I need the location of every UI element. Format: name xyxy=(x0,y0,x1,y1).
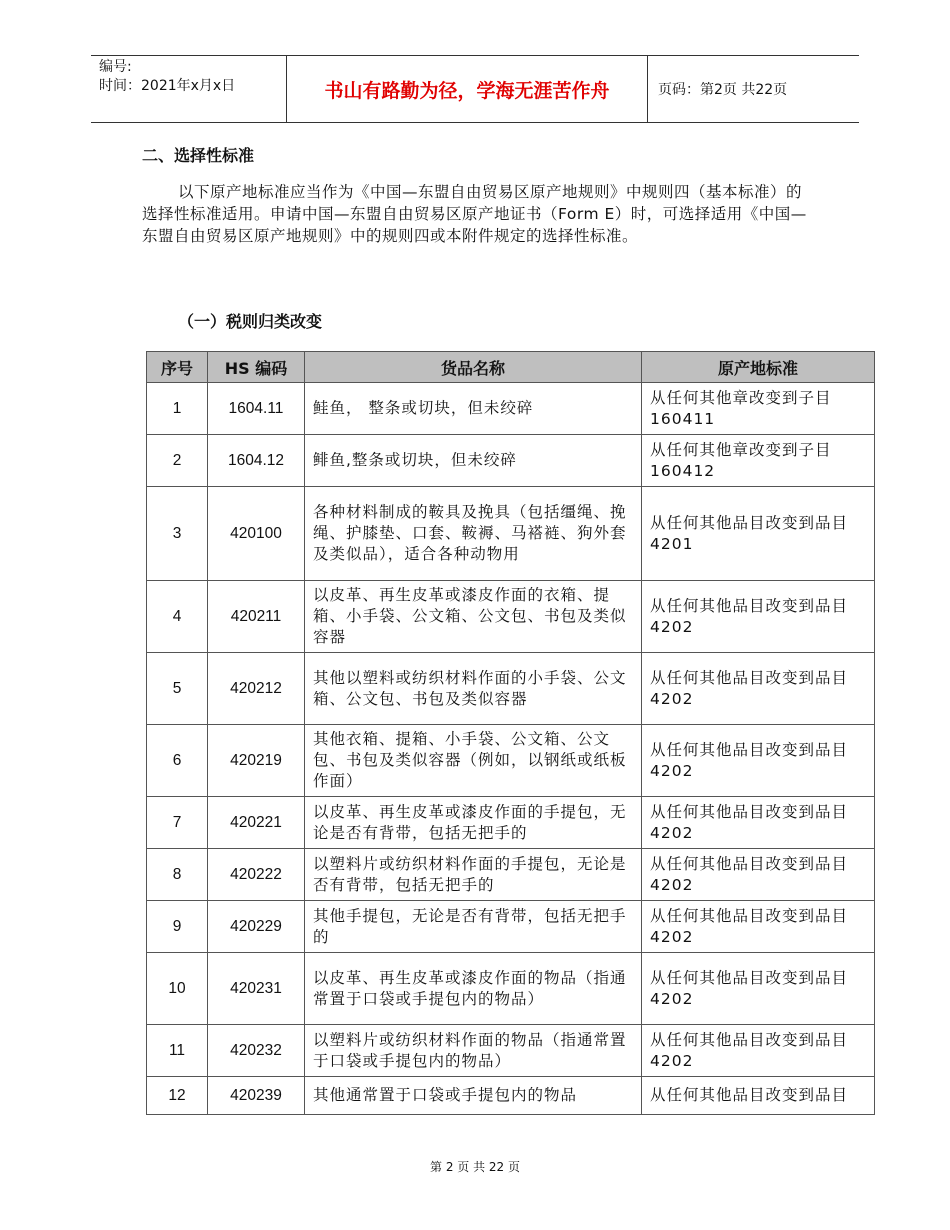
cell-rule: 从任何其他品目改变到品目4202 xyxy=(642,797,875,849)
cell-no: 4 xyxy=(147,581,208,653)
cell-rule: 从任何其他品目改变到品目4202 xyxy=(642,953,875,1025)
cell-no: 9 xyxy=(147,901,208,953)
table-row xyxy=(147,1025,875,1077)
header-name: 货品名称 xyxy=(305,352,642,383)
cell-name: 其他手提包，无论是否有背带，包括无把手的 xyxy=(305,901,642,953)
cell-hs: 1604.11 xyxy=(208,383,305,435)
table-row xyxy=(147,797,875,849)
cell-hs: 1604.12 xyxy=(208,435,305,487)
header-meta xyxy=(99,58,235,96)
cell-no: 2 xyxy=(147,435,208,487)
cell-no: 10 xyxy=(147,953,208,1025)
table-row xyxy=(147,849,875,901)
subsection-title: （一）税则归类改变 xyxy=(178,312,323,331)
section-title: 二、选择性标准 xyxy=(142,146,255,165)
hs-table xyxy=(146,351,875,1115)
cell-hs: 420222 xyxy=(208,849,305,901)
cell-name: 鲱鱼,整条或切块，但未绞碎 xyxy=(305,435,642,487)
cell-hs: 420221 xyxy=(208,797,305,849)
cell-rule: 从任何其他品目改变到品目4202 xyxy=(642,1025,875,1077)
header-no: 序号 xyxy=(147,352,208,383)
cell-name: 其他通常置于口袋或手提包内的物品 xyxy=(305,1077,642,1115)
cell-rule: 从任何其他品目改变到品目4202 xyxy=(642,901,875,953)
cell-hs: 420232 xyxy=(208,1025,305,1077)
time-label: 时间：2021年x月x日 xyxy=(99,78,236,94)
intro-paragraph: 以下原产地标准应当作为《中国—东盟自由贸易区原产地规则》中规则四（基本标准）的选择性标准适用。申请中国—东盟自由贸易区原产地证书（Form E）时，可选择适用《中国—东盟自由贸易区原产地规则》中的规则四或本附件规定的选择性标准。 xyxy=(142,183,807,245)
cell-rule: 从任何其他章改变到子目160412 xyxy=(642,435,875,487)
cell-name: 其他衣箱、提箱、小手袋、公文箱、公文包、书包及类似容器（例如，以钢纸或纸板作面） xyxy=(305,725,642,797)
header-page-info: 页码：第2页 共22页 xyxy=(658,82,788,98)
cell-name: 以塑料片或纺织材料作面的物品（指通常置于口袋或手提包内的物品） xyxy=(305,1025,642,1077)
table-row xyxy=(147,1077,875,1115)
cell-rule: 从任何其他品目改变到品目4201 xyxy=(642,487,875,581)
cell-name: 以皮革、再生皮革或漆皮作面的物品（指通常置于口袋或手提包内的物品） xyxy=(305,953,642,1025)
cell-name: 其他以塑料或纺织材料作面的小手袋、公文箱、公文包、书包及类似容器 xyxy=(305,653,642,725)
cell-no: 3 xyxy=(147,487,208,581)
table-row xyxy=(147,581,875,653)
cell-no: 8 xyxy=(147,849,208,901)
cell-rule: 从任何其他品目改变到品目4202 xyxy=(642,849,875,901)
cell-rule: 从任何其他章改变到子目160411 xyxy=(642,383,875,435)
cell-no: 11 xyxy=(147,1025,208,1077)
cell-no: 1 xyxy=(147,383,208,435)
cell-hs: 420231 xyxy=(208,953,305,1025)
header-rule: 原产地标准 xyxy=(642,352,875,383)
cell-no: 12 xyxy=(147,1077,208,1115)
cell-name: 以皮革、再生皮革或漆皮作面的手提包，无论是否有背带，包括无把手的 xyxy=(305,797,642,849)
cell-no: 6 xyxy=(147,725,208,797)
cell-rule: 从任何其他品目改变到品目 xyxy=(642,1077,875,1115)
table-row xyxy=(147,383,875,435)
table-row xyxy=(147,725,875,797)
cell-no: 5 xyxy=(147,653,208,725)
table-row xyxy=(147,435,875,487)
table-row xyxy=(147,953,875,1025)
page-footer: 第 2 页 共 22 页 xyxy=(430,1160,520,1174)
table-row xyxy=(147,653,875,725)
cell-rule: 从任何其他品目改变到品目4202 xyxy=(642,581,875,653)
cell-hs: 420239 xyxy=(208,1077,305,1115)
cell-rule: 从任何其他品目改变到品目4202 xyxy=(642,653,875,725)
page-header xyxy=(91,55,859,123)
code-label: 编号: xyxy=(99,59,132,75)
table-row xyxy=(147,487,875,581)
cell-name: 以塑料片或纺织材料作面的手提包，无论是否有背带，包括无把手的 xyxy=(305,849,642,901)
cell-rule: 从任何其他品目改变到品目4202 xyxy=(642,725,875,797)
cell-hs: 420211 xyxy=(208,581,305,653)
header-motto: 书山有路勤为径，学海无涯苦作舟 xyxy=(286,56,648,122)
table-header-row xyxy=(147,352,875,383)
cell-hs: 420229 xyxy=(208,901,305,953)
cell-hs: 420212 xyxy=(208,653,305,725)
cell-hs: 420219 xyxy=(208,725,305,797)
cell-no: 7 xyxy=(147,797,208,849)
cell-name: 鲑鱼， 整条或切块，但未绞碎 xyxy=(305,383,642,435)
cell-name: 各种材料制成的鞍具及挽具（包括缰绳、挽绳、护膝垫、口套、鞍褥、马褡裢、狗外套及类似品），适合各种动物用 xyxy=(305,487,642,581)
header-hs: HS 编码 xyxy=(208,352,305,383)
cell-name: 以皮革、再生皮革或漆皮作面的衣箱、提箱、小手袋、公文箱、公文包、书包及类似容器 xyxy=(305,581,642,653)
cell-hs: 420100 xyxy=(208,487,305,581)
table-row xyxy=(147,901,875,953)
